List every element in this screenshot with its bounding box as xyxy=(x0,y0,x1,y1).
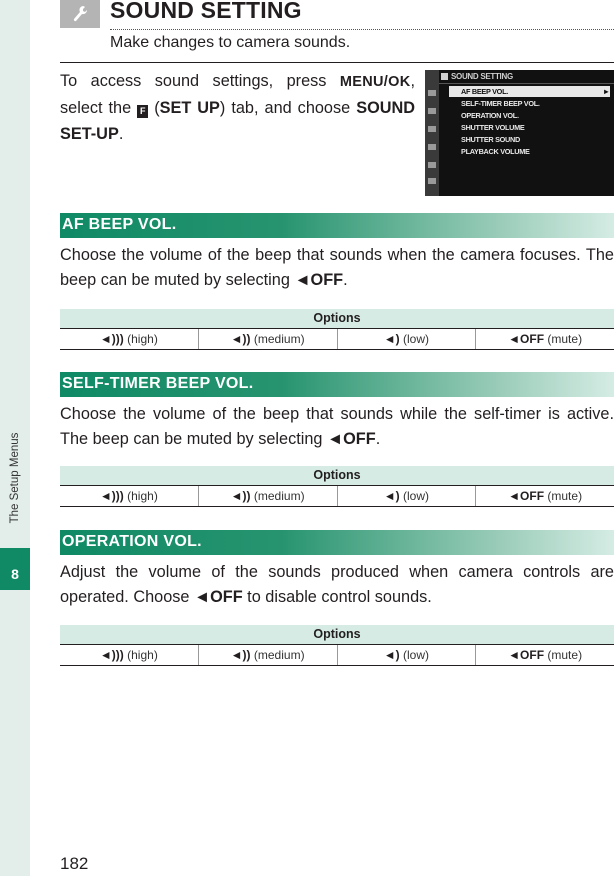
option-low: ◄) (low) xyxy=(337,486,476,506)
section-body-operation-vol: Adjust the volume of the sounds produced when camera controls are operated. Choose ◄OFF to disable control sounds. xyxy=(60,563,614,606)
option-medium: ◄)) (medium) xyxy=(198,486,337,506)
camera-menu-screenshot xyxy=(425,70,614,196)
option-high: ◄))) (high) xyxy=(99,489,158,503)
section-body-af-beep: Choose the volume of the beep that sounds when the camera focuses. The beep can be muted by selecting ◄OFF. xyxy=(60,246,614,289)
camera-menu-item: SHUTTER VOLUME xyxy=(461,123,525,132)
option-mute: ◄OFF (mute) xyxy=(475,486,614,506)
camera-menu-divider xyxy=(439,83,614,84)
options-header: Options xyxy=(60,309,614,329)
camera-menu-item: PLAYBACK VOLUME xyxy=(461,147,530,156)
section-heading-operation-vol: OPERATION VOL. xyxy=(60,530,614,555)
wrench-icon xyxy=(441,73,448,80)
section-body-self-timer-beep: Choose the volume of the beep that sounds while the self-timer is active. The beep can be muted by selecting ◄OFF. xyxy=(60,405,614,448)
section-heading-af-beep: AF BEEP VOL. xyxy=(60,213,614,238)
option-high: ◄))) (high) xyxy=(99,648,158,662)
menu-ok-key: MENU/OK xyxy=(339,74,411,90)
option-medium: ◄)) (medium) xyxy=(198,329,337,349)
option-low: ◄) (low) xyxy=(337,645,476,665)
camera-menu-item: AF BEEP VOL. ▸ xyxy=(449,86,610,97)
header-rule xyxy=(60,62,614,63)
options-row xyxy=(60,645,614,666)
intro-paragraph: To access sound settings, press MENU/OK, select the F (SET UP) tab, and choose SOUND SET-UP. xyxy=(60,72,416,143)
options-header: Options xyxy=(60,625,614,645)
option-mute: ◄OFF (mute) xyxy=(475,645,614,665)
section-tab-label: The Setup Menus xyxy=(9,432,21,524)
section-heading-self-timer-beep: SELF-TIMER BEEP VOL. xyxy=(60,372,614,397)
options-header: Options xyxy=(60,466,614,486)
options-row xyxy=(60,486,614,507)
title-dotted-rule xyxy=(110,29,614,30)
page-subtitle: Make changes to camera sounds. xyxy=(110,34,351,51)
options-row xyxy=(60,329,614,350)
chapter-number: 8 xyxy=(11,566,19,582)
camera-menu-item: OPERATION VOL. xyxy=(461,111,519,120)
setup-tab-icon: F xyxy=(137,105,148,118)
camera-menu-tab-strip xyxy=(425,70,439,196)
camera-menu-item: SHUTTER SOUND xyxy=(461,135,520,144)
wrench-icon xyxy=(60,0,100,28)
page-number: 182 xyxy=(60,854,89,873)
option-low: ◄) (low) xyxy=(337,329,476,349)
camera-menu-title: SOUND SETTING xyxy=(441,72,513,81)
page-title: SOUND SETTING xyxy=(110,0,302,23)
option-high: ◄))) (high) xyxy=(99,332,158,346)
option-medium: ◄)) (medium) xyxy=(198,645,337,665)
camera-menu-item: SELF-TIMER BEEP VOL. xyxy=(461,99,540,108)
option-mute: ◄OFF (mute) xyxy=(475,329,614,349)
